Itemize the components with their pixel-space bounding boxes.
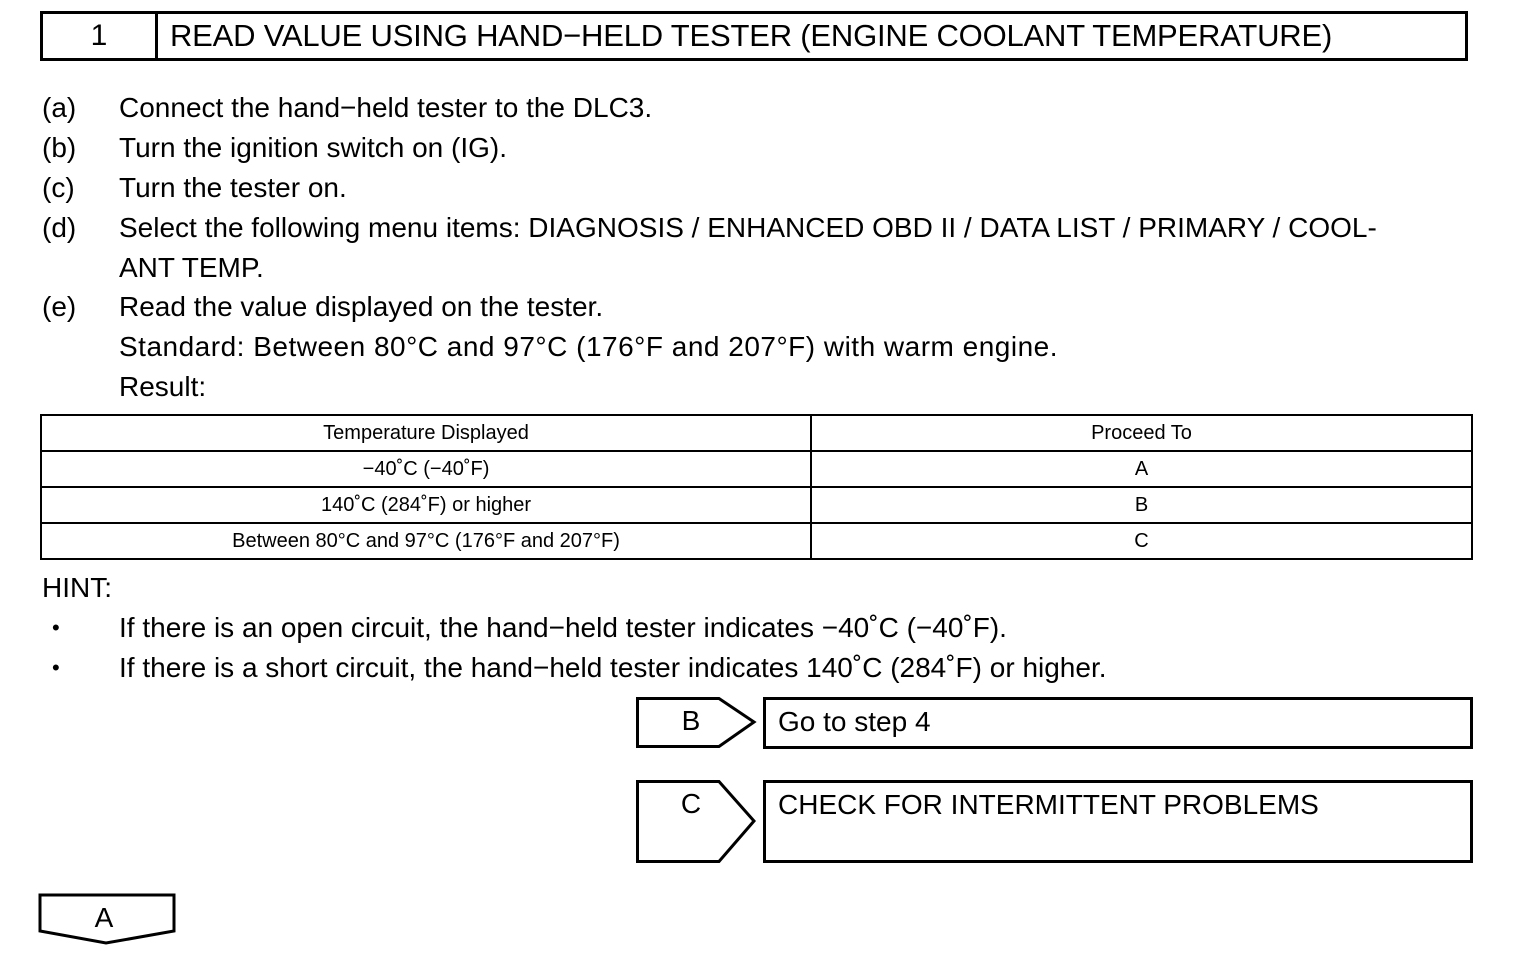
table-row — [41, 451, 1472, 487]
result-a-label: A — [94, 902, 114, 933]
table-cell: 140˚C (284˚F) or higher — [41, 487, 811, 523]
bullet-icon: • — [52, 655, 60, 680]
step-text: Connect the hand−held tester to the DLC3. — [119, 92, 653, 123]
table-cell: A — [811, 451, 1472, 487]
step-number: 1 — [43, 14, 158, 58]
step-text: Turn the tester on. — [119, 172, 347, 203]
column-header: Proceed To — [811, 415, 1472, 451]
hint-text: If there is an open circuit, the hand−held tester indicates −40˚C (−40˚F). — [119, 612, 1007, 643]
table-cell: B — [811, 487, 1472, 523]
result-table — [40, 414, 1473, 560]
step-label: (d) — [42, 212, 77, 243]
step-text: Select the following menu items: DIAGNOSIS / ENHANCED OBD II / DATA LIST / PRIMARY / COOL- — [119, 212, 1377, 243]
procedure-step-d-continued: ANT TEMP. — [119, 252, 264, 283]
step-text: Turn the ignition switch on (IG). — [119, 132, 508, 163]
bullet-icon: • — [52, 615, 60, 640]
table-cell: C — [811, 523, 1472, 559]
table-row — [41, 523, 1472, 559]
result-label: Result: — [119, 371, 207, 402]
step-header — [40, 11, 1468, 61]
table-cell: Between 80°C and 97°C (176°F and 207°F) — [41, 523, 811, 559]
result-b-label: B — [681, 705, 701, 736]
step-text: Read the value displayed on the tester. — [119, 291, 604, 322]
hint-label: HINT: — [42, 572, 112, 603]
step-label: (e) — [42, 291, 77, 322]
step-label: (c) — [42, 172, 75, 203]
step-label: (b) — [42, 132, 77, 163]
hint-text: If there is a short circuit, the hand−held tester indicates 140˚C (284˚F) or higher. — [119, 652, 1107, 683]
table-header-row — [41, 415, 1472, 451]
step-label: (a) — [42, 92, 77, 123]
column-header: Temperature Displayed — [41, 415, 811, 451]
check-intermittent-problems-box: CHECK FOR INTERMITTENT PROBLEMS — [763, 780, 1473, 863]
table-cell: −40˚C (−40˚F) — [41, 451, 811, 487]
go-to-step-4-box: Go to step 4 — [763, 697, 1473, 749]
step-title: READ VALUE USING HAND−HELD TESTER (ENGINE COOLANT TEMPERATURE) — [170, 18, 1333, 53]
table-row — [41, 487, 1472, 523]
result-c-label: C — [680, 788, 702, 819]
standard-value: Standard: Between 80°C and 97°C (176°F and 207°F) with warm engine. — [119, 331, 1059, 362]
